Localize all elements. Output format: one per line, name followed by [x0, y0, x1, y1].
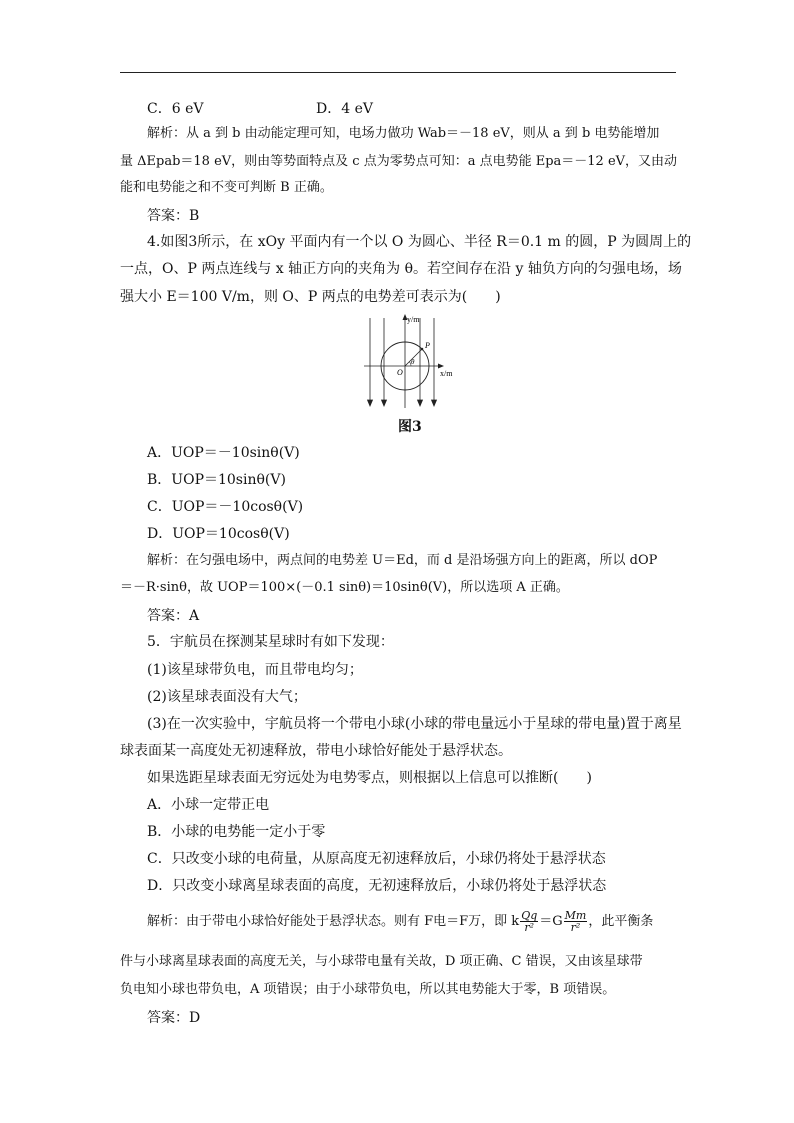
answer-prev: 答案：B — [147, 208, 200, 224]
p-label: P — [425, 341, 430, 350]
figure-caption: 图3 — [398, 419, 422, 435]
question-5-item-1: (1)该星球带负电，而且带电均匀； — [147, 662, 363, 678]
solution-prev-line-2: 量 ΔEpab＝18 eV，则由等势面特点及 c 点为零势点可知：a 点电势能 Epa＝－12 eV，又由动 — [120, 154, 678, 169]
solution-5-line-3: 负电知小球也带负电，A 项错误；由于小球带负电，所以其电势能大于零，B 项错误。 — [120, 982, 616, 997]
x-axis-label: x/m — [440, 369, 453, 378]
fraction-qq-r2: $\frac{Qq}{\text{r²}}$ — [521, 909, 538, 934]
option-5d: D．只改变小球离星球表面的高度，无初速释放后，小球仍将处于悬浮状态 — [147, 878, 607, 894]
o-label: O — [397, 368, 403, 377]
solution-4-line-1: 解析：在匀强电场中，两点间的电势差 U＝Ed，而 d 是沿场强方向上的距离，所以 dOP — [147, 553, 658, 568]
question-5-item-3a: (3)在一次实验中，宇航员将一个带电小球(小球的带电量远小于星球的带电量)置于离星 — [147, 716, 682, 732]
figure-3-diagram — [362, 312, 462, 410]
y-axis-label: y/m — [407, 315, 420, 324]
option-d-prev: D．4 eV — [316, 101, 373, 117]
solution-4-line-2: ＝－R·sinθ，故 UOP＝100×(－0.1 sinθ)＝10sinθ(V)，所以选项 A 正确。 — [120, 580, 569, 595]
header-rule — [120, 72, 676, 73]
question-4-line-1: 4.如图3所示，在 xOy 平面内有一个以 O 为圆心、半径 R＝0.1 m 的圆，P 为圆周上的 — [147, 234, 692, 250]
answer-4: 答案：A — [147, 608, 200, 624]
theta-label: θ — [411, 358, 415, 366]
solution-5-line-2: 件与小球离星球表面的高度无关，与小球带电量有关故，D 项正确、C 错误，又由该星球带 — [120, 954, 643, 969]
solution-5-line-1: 解析：由于带电小球恰好能处于悬浮状态。则有 F电＝F万，即 k $\frac{Qq}{\text{r²}}$ ＝G $\frac{Mm}{\text{r²}}$ ，此平衡条 — [147, 909, 654, 934]
solution-prev-line-3: 能和电势能之和不变可判断 B 正确。 — [120, 180, 333, 195]
question-5-stem: 如果选距星球表面无穷远处为电势零点，则根据以上信息可以推断( ) — [147, 770, 592, 786]
question-5-item-2: (2)该星球表面没有大气； — [147, 689, 307, 705]
option-4c: C．UOP＝－10cosθ(V) — [147, 499, 304, 515]
option-4b: B．UOP＝10sinθ(V) — [147, 472, 286, 488]
question-5-item-3b: 球表面某一高度处无初速释放，带电小球恰好能处于悬浮状态。 — [120, 743, 512, 759]
option-5c: C．只改变小球的电荷量，从原高度无初速释放后，小球仍将处于悬浮状态 — [147, 851, 606, 867]
question-5-line-0: 5．宇航员在探测某星球时有如下发现： — [147, 634, 394, 650]
field-lines — [368, 318, 437, 406]
option-5b: B．小球的电势能一定小于零 — [147, 824, 326, 840]
point-p — [421, 348, 424, 351]
option-c-prev: C．6 eV — [147, 101, 204, 117]
answer-5: 答案：D — [147, 1010, 201, 1026]
solution-prev-line-1: 解析：从 a 到 b 由动能定理可知，电场力做功 Wab＝－18 eV，则从 a 到 b 电势能增加 — [147, 126, 660, 141]
option-5a: A．小球一定带正电 — [147, 797, 270, 813]
question-4-line-2: 一点，O、P 两点连线与 x 轴正方向的夹角为 θ。若空间存在沿 y 轴负方向的匀强电场，场 — [120, 261, 682, 277]
fraction-mm-r2: $\frac{Mm}{\text{r²}}$ — [564, 909, 587, 934]
x-axis-arrow-icon — [438, 364, 444, 369]
option-4d: D．UOP＝10cosθ(V) — [147, 526, 290, 542]
option-4a: A．UOP＝－10sinθ(V) — [147, 445, 300, 461]
question-4-line-3: 强大小 E＝100 V/m，则 O、P 两点的电势差可表示为( ) — [120, 289, 501, 305]
